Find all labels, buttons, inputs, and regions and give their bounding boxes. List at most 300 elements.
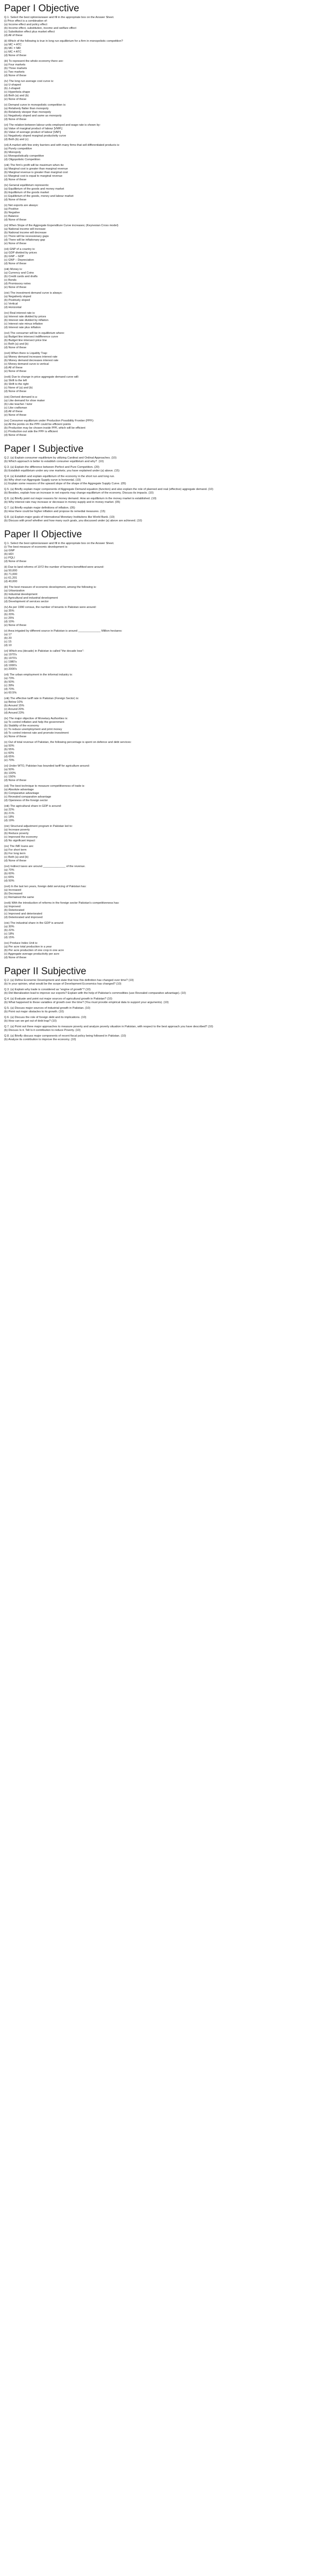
answer-option: (d) None of these <box>4 560 27 563</box>
answer-option: (c) To reduce unemployment and print money <box>4 728 62 731</box>
answer-option: (d) 10% <box>4 620 14 623</box>
question-part: (b) Point out major obstacles to its growth. (10) <box>4 1010 64 1013</box>
answer-option: (c) PQLI <box>4 556 15 560</box>
mcq-question <box>4 865 324 883</box>
mcq-question <box>4 942 324 960</box>
question-text: (xiv) The investment demand curve is always: <box>4 292 63 295</box>
answer-option: (b) J-shaped <box>4 87 21 90</box>
question-part: Q.4. (a) Evaluate and point out major sources of agricultural growth in Pakistan? (10) <box>4 997 112 1001</box>
subjective-question <box>4 466 324 473</box>
mcq-question <box>4 204 324 222</box>
document <box>0 0 327 1058</box>
answer-option: (e) None of these <box>4 242 27 245</box>
subjective-question <box>4 1016 324 1023</box>
section-title: Paper II Subjective <box>4 966 87 977</box>
answer-option: (e) 2000's <box>4 668 17 671</box>
answer-option: (a) 70% <box>4 869 14 872</box>
mcq-question <box>4 586 324 604</box>
answer-option: (e) None of these <box>4 414 27 417</box>
section-title: Paper II Objective <box>4 529 82 540</box>
answer-option: (d) All of these <box>4 34 23 37</box>
answer-option: (b) National income will decrease <box>4 231 47 234</box>
question-text: (xii) The best technique to measure competitiveness of trade is: <box>4 785 85 788</box>
question-part: (b) In your opinion, what would be the scope of Development Economics has changed? (10) <box>4 982 122 986</box>
mcq-question <box>4 20 324 38</box>
answer-option: (a) Interest rate divided by prices <box>4 315 46 318</box>
subjective-question <box>4 488 324 495</box>
answer-option: (c) None of (a) and (b) <box>4 386 33 389</box>
answer-option: (c) Like craftsman <box>4 406 27 410</box>
answer-option: (d) Both (a) and (b) <box>4 94 29 97</box>
answer-option: (b) GNP – GDP <box>4 255 24 258</box>
question-text: (xix) Derived demand is a: <box>4 396 38 399</box>
question-text: (xviii) With the introduction of reforms in the foreign sector Pakistan's competitiveness has: <box>4 902 119 905</box>
answer-option: (b) Per acre production of one crop in one acre <box>4 949 64 952</box>
question-text: (iv) The long run average cost curve is: <box>4 80 54 83</box>
answer-option: (c) Aggregate average productivity per acre <box>4 953 60 956</box>
answer-option: (d) None of these <box>4 262 27 265</box>
answer-option: (a) Equilibrium of the goods and money market <box>4 188 64 191</box>
subjective-question <box>4 1025 324 1032</box>
answer-option: (c) 60% <box>4 752 14 755</box>
answer-option: (c) 39% <box>4 684 14 687</box>
mcq-question <box>4 184 324 202</box>
answer-option: (a) Increased <box>4 889 21 892</box>
question-text: (ii) Which of the following is true in long run equilibrium for a firm in monopolistic competition? <box>4 40 123 43</box>
answer-option: (d) Both (b) and (c) <box>4 138 29 141</box>
answer-option: (b) 21% <box>4 812 14 815</box>
subjective-question <box>4 516 324 523</box>
section-title: Paper I Subjective <box>4 444 84 454</box>
answer-option: (c) Around 20% <box>4 708 24 711</box>
question-part: Q.4. (a) Establish and explain equilibrium of the economy in the short run and long run. <box>4 475 115 478</box>
answer-option: (d) There will be inflationary gap <box>4 239 45 242</box>
subjective-question <box>4 1007 324 1014</box>
answer-option: (c) Balance <box>4 215 19 218</box>
question-text: (v) Area irrigated by different source in Pakistan is around ______________ Million hectares: <box>4 630 123 633</box>
answer-option: (b) Decreased <box>4 892 23 895</box>
mcq-question <box>4 332 324 350</box>
mcq-question <box>4 164 324 182</box>
mcq-question <box>4 650 324 671</box>
answer-option: (c) 65% <box>4 876 14 879</box>
answer-option: (a) Improved <box>4 905 21 908</box>
answer-option: (c) Negatively sloped marginal productivity curve <box>4 134 66 138</box>
answer-option: (d) 1990's <box>4 664 17 667</box>
answer-option: (c) Two markets <box>4 71 25 74</box>
answer-option: (a) National income will increase <box>4 228 46 231</box>
answer-option: (b) Value of average product of labour [VAPₗ] <box>4 131 61 134</box>
question-part: Q.8. (a) Explain major goals of International Monetary Institutions like World Bank. (10) <box>4 516 115 519</box>
answer-option: (d) None of these <box>4 346 27 349</box>
mcq-question <box>4 717 324 739</box>
question-text: (viii) The effective tariff rate in Pakistan (Foreign Sector) is: <box>4 697 79 700</box>
answer-option: (b) Negative <box>4 211 20 214</box>
question-text: (ix) General equilibrium represents: <box>4 184 49 187</box>
answer-option: (b) 50% <box>4 681 14 684</box>
answer-option: (d) Around 23% <box>4 711 24 715</box>
answer-option: (c) Equilibrium of the goods, money and labour market <box>4 195 74 198</box>
answer-option: (c) Production out side the PPF is efficient <box>4 430 58 433</box>
answer-option: (a) 30% <box>4 925 14 928</box>
question-text: (ix) The major objective of Monetary Authorities is: <box>4 717 68 720</box>
question-part: (b) How can we get out of debt trap? (10) <box>4 1020 57 1023</box>
mcq-question <box>4 845 324 863</box>
answer-option: (c) Vertical <box>4 302 18 306</box>
answer-option: (b) Around 15% <box>4 704 24 707</box>
section-1 <box>4 444 324 523</box>
mcq-question <box>4 566 324 584</box>
mcq-question <box>4 292 324 310</box>
answer-option: (a) 17 <box>4 633 12 636</box>
answer-option: (b) 60% <box>4 872 14 875</box>
answer-option: (a) 73% <box>4 677 14 680</box>
section-2 <box>4 529 324 960</box>
answer-option: (b) 22% <box>4 929 14 932</box>
question-part: (b) Why interest rate may increase or decrease in money supply and in money market. (05) <box>4 501 121 504</box>
mcq-question <box>4 697 324 715</box>
answer-option: (c) Substitution effect plus market effect <box>4 30 55 33</box>
question-text: (xx) Consumer equilibrium under Production Possibility Frontier (PPF): <box>4 419 94 422</box>
question-text: (ii) Due to land reforms of 1972 the number of farmers benefitted were around: <box>4 566 105 569</box>
answer-option: (d) Oligopolistic Competition <box>4 158 40 161</box>
answer-option: (a) Negatively sloped <box>4 295 31 298</box>
question-text: (x) Out of total revenue of Pakistan, the following percentage is spent on defence and debt services: <box>4 741 132 744</box>
answer-option: (b) Production may be chosen inside PPF, which will be efficient <box>4 427 85 430</box>
answer-option: (b) 20% <box>4 613 14 616</box>
question-text: (v) Demand curve in monopolistic competition is: <box>4 104 66 107</box>
answer-option: (d) To control interest rate and promote investment <box>4 732 69 735</box>
subjective-question <box>4 506 324 514</box>
question-part: (b) Did liberalization lead to improve our exports? Explain with the help of Pakistan's commodities (use Revealed comparative advantage). (10) <box>4 992 186 995</box>
question-text: (iii) The best measure of economic development, among the following is: <box>4 586 97 589</box>
question-part: Q.5. (a) Discuss major sources of industrial growth in Pakistan. (10) <box>4 1007 91 1010</box>
answer-option: (c) 15 <box>4 640 12 643</box>
answer-option: (c) MC ≠ ATC <box>4 50 22 54</box>
question-part: (b) Discuss with proof whether and how many such goals, you discussed under (a) above are achieved. (10) <box>4 519 142 522</box>
question-part: Q.2. (a) Explain consumer equilibrium by utilizing Cardinal and Ordinal Approaches. (10) <box>4 456 117 460</box>
mcq-question <box>4 80 324 101</box>
answer-option: (b) Industrial development <box>4 593 38 596</box>
answer-option: (c) Hyperbola shape <box>4 91 30 94</box>
mcq-question <box>4 224 324 246</box>
answer-option: (a) Income effect and policy effect <box>4 23 47 26</box>
answer-option: (c) Improved the economy <box>4 836 38 839</box>
answer-option: (b) Monopoly <box>4 151 21 154</box>
answer-option: (c) Both (a) and (b) <box>4 343 29 346</box>
question-text: (xvii) In the last ten years, foreign debt servicing of Pakistan has: <box>4 885 87 888</box>
answer-option: (e) None of these <box>4 98 27 101</box>
answer-option: (c) Marginal cost is equal to marginal revenue <box>4 175 63 178</box>
mcq-question <box>4 40 324 58</box>
answer-option: (c) Revealed comparative advantage <box>4 795 51 799</box>
answer-option: (c) Bonds <box>4 279 16 282</box>
answer-option: (d) Interest rate plus inflation <box>4 326 41 329</box>
answer-option: (a) Increase poverty <box>4 828 30 832</box>
mcq-question <box>4 630 324 648</box>
answer-option: (b) Money demand decreases interest rate <box>4 359 59 362</box>
subjective-question <box>4 979 324 986</box>
answer-option: (d) None of these <box>4 779 27 782</box>
answer-option: (b) Three markets <box>4 67 27 70</box>
question-text: (xvi) The consumer will be in equilibrium where: <box>4 332 65 335</box>
answer-option: (b) Like teacher / tutor <box>4 403 32 406</box>
answer-option: (b) 71,000 <box>4 573 18 576</box>
mcq-question <box>4 124 324 142</box>
answer-option: (a) To control inflation and help the government <box>4 721 64 724</box>
answer-option: (a) 1970's <box>4 653 17 656</box>
question-part: (b) Why short run Aggregate Supply curve is horizontal. (10) <box>4 479 81 482</box>
answer-option: (d) 19% <box>4 819 14 822</box>
question-text: (i) The best measure of economic development is: <box>4 546 68 549</box>
answer-option: (b) Stability of the economy <box>4 724 39 727</box>
question-part: Q.7. (a) Point out three major approaches to measure poverty and analyze poverty situation in Pakistan, with respect to the best approach you have described? (10) <box>4 1025 213 1028</box>
question-part: Q.2. (a) Define Economic Development and state that how this definition has changed over time? (10) <box>4 979 134 982</box>
question-text: (iv) As per 1990 census, the number of tenants in Pakistan were around: <box>4 606 97 609</box>
section-instructions: Q.1. Select the best option/answer and fill in the appropriate box on the Answer Sheet. <box>4 542 114 545</box>
answer-option: (d) 40,000 <box>4 580 18 583</box>
answer-option: (a) Positive <box>4 208 19 211</box>
mcq-question <box>4 419 324 437</box>
answer-option: (c) Agricultural and industrial development <box>4 597 58 600</box>
mcq-question <box>4 825 324 843</box>
question-text: (xiii) The agricultural share in GDP is around: <box>4 805 62 808</box>
answer-option: (b) 1970's <box>4 657 17 660</box>
answer-option: (a) Urbanization <box>4 589 25 592</box>
answer-option: (a) Four markets <box>4 63 26 66</box>
mcq-question <box>4 606 324 628</box>
answer-option: (d) None of these <box>4 118 27 121</box>
mcq-question <box>4 312 324 330</box>
answer-option: (c) 150% <box>4 775 16 778</box>
answer-option: (d) Deteriorated and improved <box>4 916 43 919</box>
answer-option: (d) 65% <box>4 755 14 758</box>
mcq-question <box>4 885 324 900</box>
mcq-question <box>4 268 324 290</box>
answer-option: (e) None of these <box>4 370 27 373</box>
answer-option: (b) 55% <box>4 748 14 751</box>
answer-option: (c) 18% <box>4 816 14 819</box>
answer-option: (b) Budget line intersect price line <box>4 339 47 342</box>
answer-option: (c) GNP – Depreciation <box>4 259 34 262</box>
answer-option: (d) 50% <box>4 879 14 883</box>
answer-option: (a) Absolute advantage <box>4 788 34 791</box>
answer-option: (b) Income effect, substitution, income and welfare effect <box>4 27 77 30</box>
answer-option: (b) Shift to the right <box>4 383 29 386</box>
answer-option: (a) Currency and Coins <box>4 272 34 275</box>
question-text: (xi) Under WTO, Pakistan has bounded tariff for agriculture around: <box>4 765 90 768</box>
question-part: (c) Explain some reasons of the upward slope of the shape of the Aggregate Supply Curve. (05) <box>4 482 126 485</box>
mcq-question <box>4 60 324 78</box>
question-text: (xiv) Structural adjustment program in Pakistan led to: <box>4 825 73 828</box>
section-title: Paper I Objective <box>4 3 79 14</box>
mcq-question <box>4 765 324 783</box>
answer-option: (d) None of these <box>4 178 27 181</box>
answer-option: (c) Both (a) and (b) <box>4 856 29 859</box>
answer-option: (c) Negatively sloped and same as monopoly <box>4 114 62 117</box>
answer-option: (a) Per acre total production in a year <box>4 945 52 948</box>
answer-option: (c) Remained the same <box>4 896 35 899</box>
question-part: Q.3. (a) Explain the difference between Perfect and Pure Competition. (20) <box>4 466 99 469</box>
answer-option: (d) None of these <box>4 218 27 222</box>
answer-option: (a) Like demand for shoe maker <box>4 399 45 402</box>
answer-option: (b) Relatively steeper than monopoly <box>4 111 51 114</box>
answer-option: (d) All of these <box>4 366 23 369</box>
answer-option: (e) None of these <box>4 286 27 289</box>
question-text: (vi) The relation between labour units employed and wage rate is shown by: <box>4 124 101 127</box>
subjective-question <box>4 997 324 1005</box>
answer-option: (d) Promissory notes <box>4 282 31 285</box>
answer-option: (a) GNP <box>4 549 15 552</box>
mcq-question <box>4 396 324 417</box>
answer-option: (d) 15% <box>4 936 14 939</box>
section-3 <box>4 966 324 1042</box>
answer-option: (c) Money demand curve is vertical <box>4 363 49 366</box>
answer-option: (a) 22% <box>4 808 14 811</box>
answer-option: (a) Purely competitive <box>4 147 32 150</box>
subjective-question <box>4 456 324 464</box>
answer-option: (a) 50,000 <box>4 569 18 572</box>
mcq-question <box>4 673 324 695</box>
answer-option: (b) Comparative advantage <box>4 792 39 795</box>
answer-option: (c) 61,201 <box>4 577 18 580</box>
mcq-question <box>4 352 324 374</box>
answer-option: (d) None of these <box>4 198 27 201</box>
question-part: Q.3. (a) Explain why trade is considered as “engine of growth”? (10) <box>4 988 91 991</box>
answer-option: (e) None of these <box>4 624 27 627</box>
answer-option: (a) Marginal cost is greater than marginal revenue <box>4 167 68 171</box>
answer-option: (d) None of these <box>4 74 27 77</box>
mcq-question <box>4 376 324 394</box>
question-part: (b) What happened to these variables of growth over the time? (You must provide empirical data to support your arguments). (10) <box>4 1001 169 1004</box>
section-instructions: Q.1. Select the best option/answer and fill in the appropriate box on the Answer Sheet. <box>4 16 114 19</box>
answer-option: (b) Deteriorated <box>4 909 25 912</box>
answer-option: (b) MC = MR <box>4 47 21 50</box>
subjective-question <box>4 1035 324 1042</box>
answer-option: (d) All of these <box>4 410 23 413</box>
answer-option: (e) 70% <box>4 759 14 762</box>
question-part: Q.6. (a) Discuss the role of foreign debt and its implications. (10) <box>4 1016 87 1019</box>
answer-option: (d) Horizontal <box>4 306 22 309</box>
answer-option: (c) 25% <box>4 617 14 620</box>
answer-option: (a) Relatively flatter than monopoly <box>4 107 49 110</box>
answer-option: (a) MC = ATC <box>4 43 22 46</box>
mcq-question <box>4 902 324 920</box>
answer-option: (a) U-shaped <box>4 83 21 87</box>
answer-option: (a) For short term <box>4 849 27 852</box>
question-text: (xix) The industrial share in the GDP is around: <box>4 922 64 925</box>
answer-option: (a) Money demand increases interest rate <box>4 355 58 359</box>
answer-option: (d) None of these <box>4 956 27 959</box>
answer-option: (a) 50% <box>4 744 14 748</box>
subjective-question <box>4 497 324 504</box>
answer-option: (a) Shift to the left <box>4 379 27 382</box>
question-part: Q.8. (a) Briefly discuss major components of recent fiscal policy being followed in Pakistan. (10) <box>4 1035 126 1038</box>
mcq-question <box>4 546 324 564</box>
answer-option: (b) Equilibrium of the goods market <box>4 191 49 194</box>
answer-option: (a) 50% <box>4 768 14 771</box>
answer-option: (b) Credit cards and drafts <box>4 275 38 278</box>
answer-option: (d) None of these <box>4 390 27 393</box>
mcq-question <box>4 785 324 803</box>
answer-option: (c) Improved and deteriorated <box>4 912 42 916</box>
section-0 <box>4 3 324 437</box>
mcq-question <box>4 248 324 266</box>
answer-option: (e) 60.5% <box>4 691 17 694</box>
question-text: (xviii) Due to change in price aggregate demand curve will: <box>4 376 79 379</box>
question-part: Q.6. (a) Briefly point out major reasons for money demand. How an equilibrium in the money market is established. (10) <box>4 497 157 500</box>
answer-option: (a) Budget line intersect indifference curve <box>4 335 58 338</box>
answer-option: (d) 10 <box>4 644 12 647</box>
mcq-question <box>4 104 324 122</box>
answer-option: (d) Openness of the foreign sector <box>4 799 48 802</box>
mcq-question <box>4 922 324 940</box>
answer-option: (a) GDP divided by prices <box>4 251 37 255</box>
answer-option: (d) No significant impact <box>4 839 35 842</box>
answer-option: (d) 70% <box>4 688 14 691</box>
question-text: (iii) To represent the whole economy there are: <box>4 60 64 63</box>
answer-option: (c) Interest rate minus inflation <box>4 323 43 326</box>
answer-option: (d) None of these <box>4 54 27 57</box>
question-text: (i) Price effect is a combination of: <box>4 20 48 23</box>
question-part: (b) Establish equilibrium under any one markets; you have explained under (a) above. (15) <box>4 469 119 472</box>
question-text: (xiii) Money is: <box>4 268 23 271</box>
question-part: (b) Analyze its contribution to improve the economy. (10) <box>4 1038 76 1041</box>
question-text: (xv) The IMF loans are: <box>4 845 34 848</box>
answer-option: (c) 1980's <box>4 660 17 664</box>
question-text: (xvii) When there is Liquidity Trap: <box>4 352 48 355</box>
answer-option: (d) Development of services sector <box>4 600 49 603</box>
answer-option: (a) Below 10% <box>4 701 23 704</box>
question-text: (xv) Real interest rate is: <box>4 312 36 315</box>
answer-option: (a) All the points on the PPF could be efficient points <box>4 423 71 426</box>
answer-option: (d) None of these <box>4 859 27 862</box>
question-part: Q.5. (a) Briefly explain major components of Aggregate Demand equation (function) and also explain the role of planned and real (effective) aggregate demand. (10) <box>4 488 213 491</box>
answer-option: (b) Marginal revenue is greater than marginal cost <box>4 171 68 174</box>
mcq-question <box>4 805 324 823</box>
answer-option: (b) Positively sloped <box>4 299 30 302</box>
mcq-question <box>4 144 324 162</box>
answer-option: (b) Interest rate divided by inflation <box>4 319 48 322</box>
answer-option: (c) There will be recessionary gaps <box>4 235 49 238</box>
answer-option: (c) 18% <box>4 933 14 936</box>
answer-option: (c) Monopolistically competitive <box>4 155 44 158</box>
question-part: (b) How there could be higher inflation and propose its remedial measures. (15) <box>4 510 106 513</box>
question-part: (b) Which approach is better to establish consumer equilibrium and why? (10) <box>4 460 104 463</box>
answer-option: (a) Value of marginal product of labour [VMPₗ] <box>4 127 62 130</box>
question-text: (viii) The firm's profit will be maximum when its: <box>4 164 64 167</box>
question-text: (xvi) Indirect taxes are around ______________ of the revenue. <box>4 865 85 868</box>
answer-option: (b) 20 <box>4 637 12 640</box>
question-text: (xx) Produce Index Unit is: <box>4 942 38 945</box>
subjective-question <box>4 988 324 995</box>
question-part: (b) Besides, explain how an increase in net exports may change equilibrium of the economy. Discuss its impacts. (10) <box>4 492 154 495</box>
answer-option: (e) None of these <box>4 735 27 738</box>
question-text: (vii) A market with few entry barriers and with many firms that sell differentiated products is: <box>4 144 120 147</box>
answer-option: (b) HDI <box>4 553 14 556</box>
answer-option: (b) Reduce poverty <box>4 832 29 835</box>
question-part: (b) Discuss Is it. Tell Is it contribution to reduce Poverty. (10) <box>4 1029 81 1032</box>
answer-option: (b) For long term <box>4 852 26 855</box>
answer-option: (d) None of these <box>4 434 27 437</box>
question-text: (vi) Which era (decade) in Pakistan is called “the decade lose”: <box>4 650 84 653</box>
answer-option: (a) 35% <box>4 609 14 613</box>
answer-option: (b) 100% <box>4 772 16 775</box>
mcq-question <box>4 741 324 762</box>
question-text: (x) Net exports are always: <box>4 204 39 207</box>
question-text: (xi) When Slope of the Aggregate Expenditure Curve increases; (Keynesian Cross model) <box>4 224 118 227</box>
question-text: (xii) GNP of a country is: <box>4 248 36 251</box>
